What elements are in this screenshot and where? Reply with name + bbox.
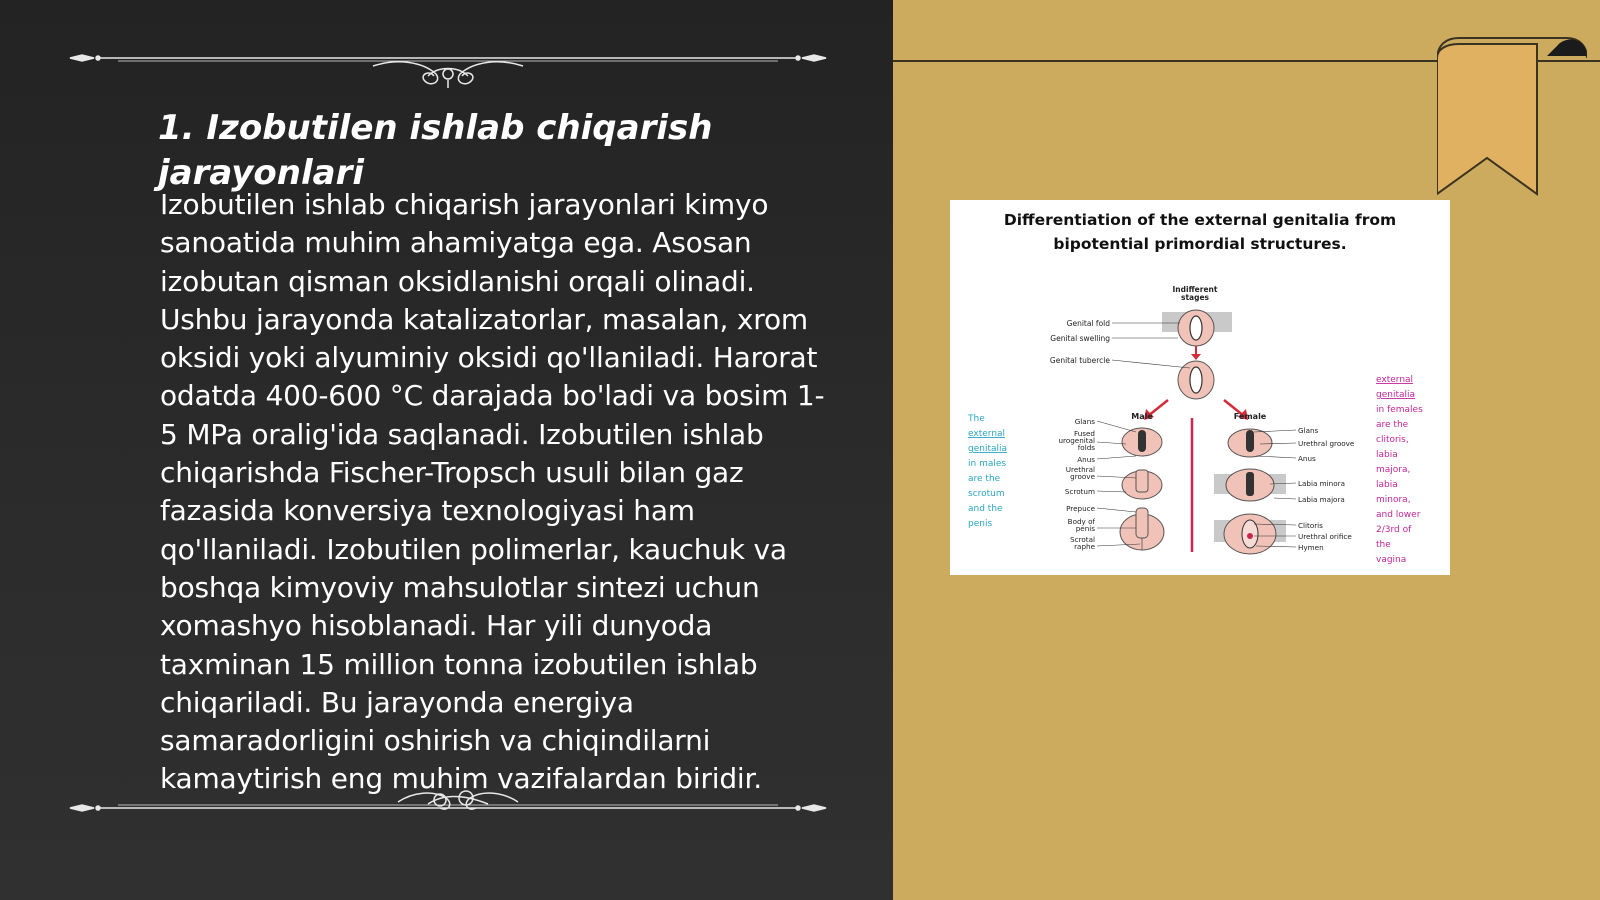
label-genital-fold: Genital fold [1066,319,1110,328]
stage-label-2: stages [1180,293,1210,302]
bottom-ornament-icon [68,790,828,830]
female-label-clitoris: Clitoris [1298,521,1323,530]
right-note-line: labia [1376,450,1398,460]
right-note-line: the [1376,540,1391,550]
female-label-labia-minora: Labia minora [1298,479,1345,488]
left-note-link-external[interactable]: external [968,429,1006,439]
bookmark-ribbon-icon [1437,36,1587,201]
male-label-urethral: Urethral [1065,465,1095,474]
stage-label-1: Indifferent [1172,285,1218,294]
right-note-line: majora, [1376,465,1411,475]
female-label-glans: Glans [1298,426,1319,435]
label-genital-swelling: Genital swelling [1050,334,1110,343]
right-note-line: are the [1376,420,1409,430]
female-shapes [1214,429,1286,554]
male-label-scrotal: Scrotal [1070,535,1095,544]
male-label-glans: Glans [1074,417,1095,426]
male-label-folds: folds [1077,443,1095,452]
left-note-link-genitalia[interactable]: genitalia [968,444,1008,454]
male-label-anus: Anus [1077,455,1095,464]
left-note-line: and the [968,504,1003,514]
left-note [967,414,1007,529]
diagram-figure [950,200,1450,575]
genitalia-diagram [950,200,1450,575]
female-label-hymen: Hymen [1298,543,1324,552]
top-ornament-icon [68,48,828,88]
male-label-urogenital: urogenital [1058,436,1095,445]
right-note-link-genitalia[interactable]: genitalia [1376,390,1416,400]
right-note-line: vagina [1376,555,1407,565]
left-note-line: are the [968,474,1001,484]
right-note-line: labia [1376,480,1398,490]
left-note-line: scrotum [968,489,1005,499]
male-label-scrotum: Scrotum [1064,487,1095,496]
right-note [1376,375,1423,565]
label-genital-tubercle: Genital tubercle [1049,356,1110,365]
left-note-line: The [968,414,985,424]
female-header: Female [1233,412,1267,421]
figure-title-line-2: bipotential primordial structures. [1053,235,1347,253]
male-label-raphe: raphe [1074,542,1095,551]
male-label-body-of: Body of [1067,517,1095,526]
male-label-penis: penis [1075,524,1095,533]
male-label-fused: Fused [1073,429,1095,438]
male-shapes [1120,428,1164,550]
slide-title: 1. Izobutilen ishlab chiqarish jarayonlari [158,108,713,193]
left-note-line: in males [968,459,1007,469]
male-header: Male [1131,412,1153,421]
left-note-line: penis [968,519,993,529]
right-note-line: 2/3rd of [1376,525,1412,535]
female-label-anus: Anus [1298,454,1316,463]
right-note-line: minora, [1376,495,1411,505]
figure-title-line-1: Differentiation of the external genitalia from [1003,211,1397,229]
right-note-link-external[interactable]: external [1376,375,1414,385]
slide-body-text: Izobutilen ishlab chiqarish jarayonlari kimyo sanoatida muhim ahamiyatga ega. Asosan izobutan qisman oksidlanishi orqali olinadi. Ushbu jarayonda katalizatorlar, masalan, xrom oksidi yoki alyuminiy oksidi qo'llaniladi. Harorat odatda 400-600 °C darajada bo'ladi va bosim 1-5 MPa oralig'ida saqlanadi. Izobutilen ishlab chiqarishda Fischer-Tropsch usuli bilan gaz fazasida konversiya texnologiyasi ham qo'llaniladi. Izobutilen polimerlar, kauchuk va boshqa kimyoviy mahsulotlar sintezi uchun xomashyo hisoblanadi. Har yili dunyoda taxminan 15 million tonna izobutilen ishlab chiqariladi. Bu jarayonda energiya samaradorligini oshirish va chiqindilarni kamaytirish eng muhim vazifalardan biridir. [160,188,825,796]
female-label-urethral-orifice: Urethral orifice [1298,532,1352,541]
right-note-line: and lower [1376,510,1421,520]
indifferent-stage-shapes [1144,310,1248,552]
female-label-labia-majora: Labia majora [1298,495,1345,504]
male-label-prepuce: Prepuce [1066,504,1095,513]
male-label-groove: groove [1070,472,1095,481]
right-note-line: clitoris, [1376,435,1409,445]
right-note-line: in females [1376,405,1423,415]
female-label-urethral-groove: Urethral groove [1298,439,1355,448]
